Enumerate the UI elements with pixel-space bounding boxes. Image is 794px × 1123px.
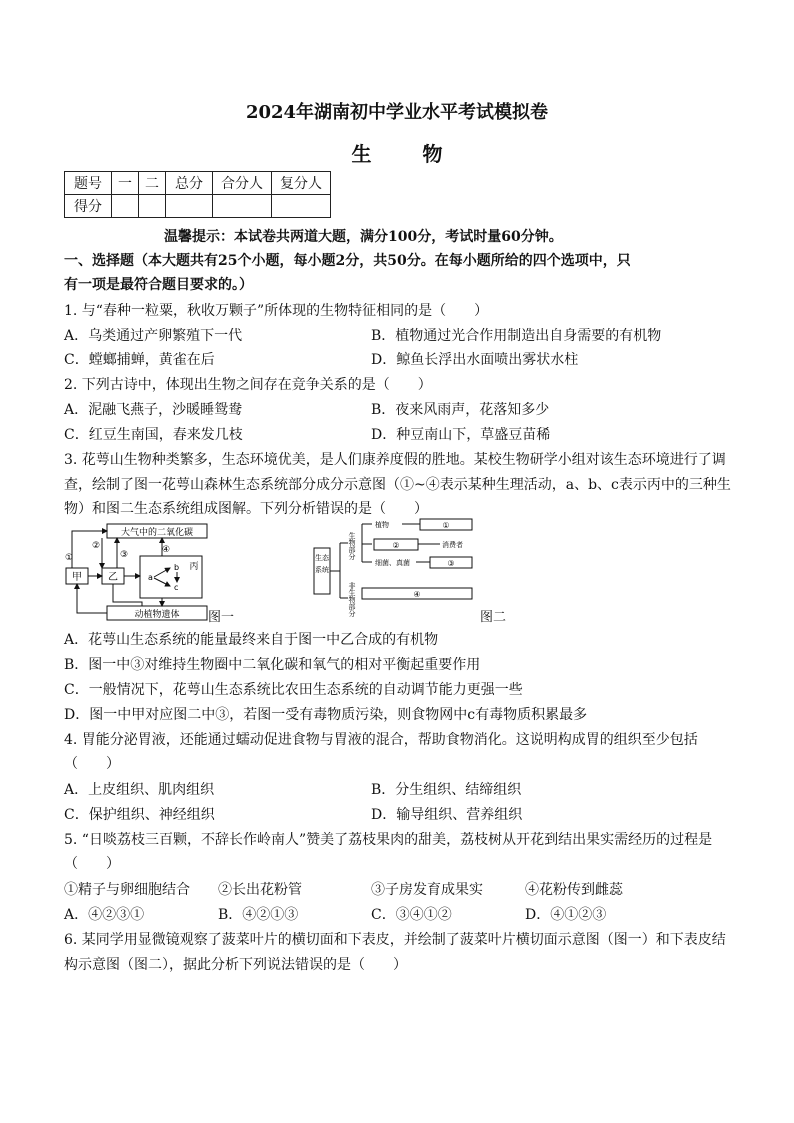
q5-option-c[interactable]: C．③④①②: [371, 907, 452, 923]
score-input-cell[interactable]: [213, 195, 272, 218]
subject-title: 生 物: [351, 142, 465, 166]
q4-stem-1: 4. 胃能分泌胃液，还能通过蠕动促进食物与胃液的混合，帮助食物消化。这说明构成胃的组织至少包括: [64, 732, 698, 748]
score-input-cell[interactable]: [166, 195, 213, 218]
fig1-n1: ①: [65, 553, 74, 563]
q1-stem: 1. 与“春种一粒粟，秋收万颗子”所体现的生物特征相同的是（ ）: [64, 303, 489, 319]
fig2-n3: ③: [447, 559, 455, 568]
score-cell: 题号: [65, 172, 112, 195]
score-cell: 总分: [166, 172, 213, 195]
page-title: 2024年湖南初中学业水平考试模拟卷: [245, 102, 549, 123]
q2-option-a[interactable]: A．泥融飞燕子，沙暖睡鸳鸯: [64, 402, 243, 418]
q5-stem-2: （ ）: [64, 856, 120, 872]
fig2-n2: ②: [392, 541, 400, 550]
q2-option-b[interactable]: B．夜来风雨声，花落知多少: [371, 402, 550, 418]
q2-option-c[interactable]: C．红豆生南国，春来发几枝: [64, 427, 243, 443]
score-cell: 得分: [65, 195, 112, 218]
q4-option-d[interactable]: D．输导组织、营养组织: [371, 807, 523, 823]
fig1-co2-label: 大气中的二氧化碳: [120, 528, 194, 538]
q5-step-3: ③子房发育成果实: [371, 882, 483, 898]
fig1-a-label: a: [148, 573, 153, 582]
fig1-n4: ④: [162, 545, 171, 555]
section-heading: 一、选择题（本大题共有25个小题，每小题2分，共50分。在每小题所给的四个选项中，只: [64, 253, 631, 269]
fig1-yi-label: 乙: [108, 572, 118, 583]
section-heading-cont: 有一项是最符合题目要求的。）: [64, 277, 253, 293]
fig2-n1: ①: [442, 521, 450, 530]
fig1-n3: ③: [120, 550, 129, 560]
q5-option-a[interactable]: A．④②③①: [64, 907, 145, 923]
q5-step-1: ①精子与卵细胞结合: [64, 882, 190, 898]
score-input-cell[interactable]: [272, 195, 331, 218]
q2-stem: 2. 下列古诗中，体现出生物之间存在竞争关系的是（ ）: [64, 377, 432, 393]
q4-option-c[interactable]: C．保护组织、神经组织: [64, 807, 215, 823]
q1-option-a[interactable]: A．乌类通过产卵繁殖下一代: [64, 328, 243, 344]
q6-stem-1: 6. 某同学用显微镜观察了菠菜叶片的横切面和下表皮，并绘制了菠菜叶片横切面示意图（图一）和下表皮结: [64, 932, 726, 948]
q1-option-b[interactable]: B．植物通过光合作用制造出自身需要的有机物: [371, 328, 662, 344]
figure-1-caption: 图一: [208, 610, 235, 625]
q2-option-d[interactable]: D．种豆南山下，草盛豆苗稀: [371, 427, 551, 443]
notice: 温馨提示：本试卷共两道大题，满分100分，考试时量60分钟。: [164, 229, 563, 245]
table-row: [65, 172, 331, 195]
score-cell: 二: [139, 172, 166, 195]
table-row: [65, 195, 331, 218]
fig2-system-label: 生态: [315, 554, 329, 562]
fig2-n4: ④: [413, 590, 421, 599]
q3-option-b[interactable]: B．图一中③对维持生物圈中二氧化碳和氧气的相对平衡起重要作用: [64, 657, 481, 673]
q3-stem-1: 3. 花萼山生物种类繁多，生态环境优美，是人们康养度假的胜地。某校生物研学小组对该生态环境进行了调: [64, 452, 726, 468]
score-cell: 合分人: [213, 172, 272, 195]
score-cell: 复分人: [272, 172, 331, 195]
q4-stem-2: （ ）: [64, 756, 120, 772]
q3-stem-2: 查，绘制了图一花萼山森林生态系统部分成分示意图（①~④表示某种生理活动，a、b、c表示丙中的三种生: [64, 477, 731, 493]
fig1-remains-label: 动植物遗体: [134, 610, 180, 620]
fig1-b-label: b: [174, 563, 180, 572]
fig2-nonbio-label: 非生物部分: [348, 582, 356, 617]
fig1-bing-label: 丙: [189, 562, 199, 572]
q3-option-c[interactable]: C．一般情况下，花萼山生态系统比农田生态系统的自动调节能力更强一些: [64, 682, 523, 698]
q5-step-2: ②长出花粉管: [218, 882, 302, 898]
fig2-consumer-label: 消费者: [442, 541, 463, 549]
q4-option-a[interactable]: A．上皮组织、肌肉组织: [64, 782, 215, 798]
figure-2-diagram: [312, 518, 492, 622]
q5-option-b[interactable]: B．④②①③: [218, 907, 299, 923]
q5-option-d[interactable]: D．④①②③: [525, 907, 607, 923]
fig2-bio-label: 生物部分: [348, 532, 356, 560]
q1-option-c[interactable]: C．螳螂捕蝉，黄雀在后: [64, 352, 215, 368]
fig1-n2: ②: [92, 541, 101, 551]
q3-stem-3: 物）和图二生态系统组成图解。下列分析错误的是（ ）: [64, 501, 428, 517]
fig2-system-label-2: 系统: [315, 566, 329, 574]
fig1-c-label: c: [174, 583, 179, 592]
q6-stem-2: 构示意图（图二），据此分析下列说法错误的是（ ）: [64, 957, 407, 973]
score-table: [64, 171, 331, 218]
q5-stem-1: 5. “日啖荔枝三百颗，不辞长作岭南人”赞美了荔枝果肉的甜美，荔枝树从开花到结出果实需经历的过程是: [64, 832, 713, 848]
fig2-plant-label: 植物: [375, 521, 389, 529]
score-input-cell[interactable]: [112, 195, 139, 218]
score-input-cell[interactable]: [139, 195, 166, 218]
figure-2-caption: 图二: [480, 610, 507, 625]
fig2-decomposer-label: 细菌、真菌: [375, 559, 410, 567]
q3-option-a[interactable]: A．花萼山生态系统的能量最终来自于图一中乙合成的有机物: [64, 632, 439, 648]
score-cell: 一: [112, 172, 139, 195]
fig1-jia-label: 甲: [72, 572, 82, 583]
q3-option-d[interactable]: D．图一中甲对应图二中③，若图一受有毒物质污染，则食物网中c有毒物质积累最多: [64, 707, 588, 723]
q4-option-b[interactable]: B．分生组织、结缔组织: [371, 782, 522, 798]
q5-step-4: ④花粉传到雌蕊: [525, 882, 623, 898]
q1-option-d[interactable]: D．鲸鱼长浮出水面喷出雾状水柱: [371, 352, 579, 368]
